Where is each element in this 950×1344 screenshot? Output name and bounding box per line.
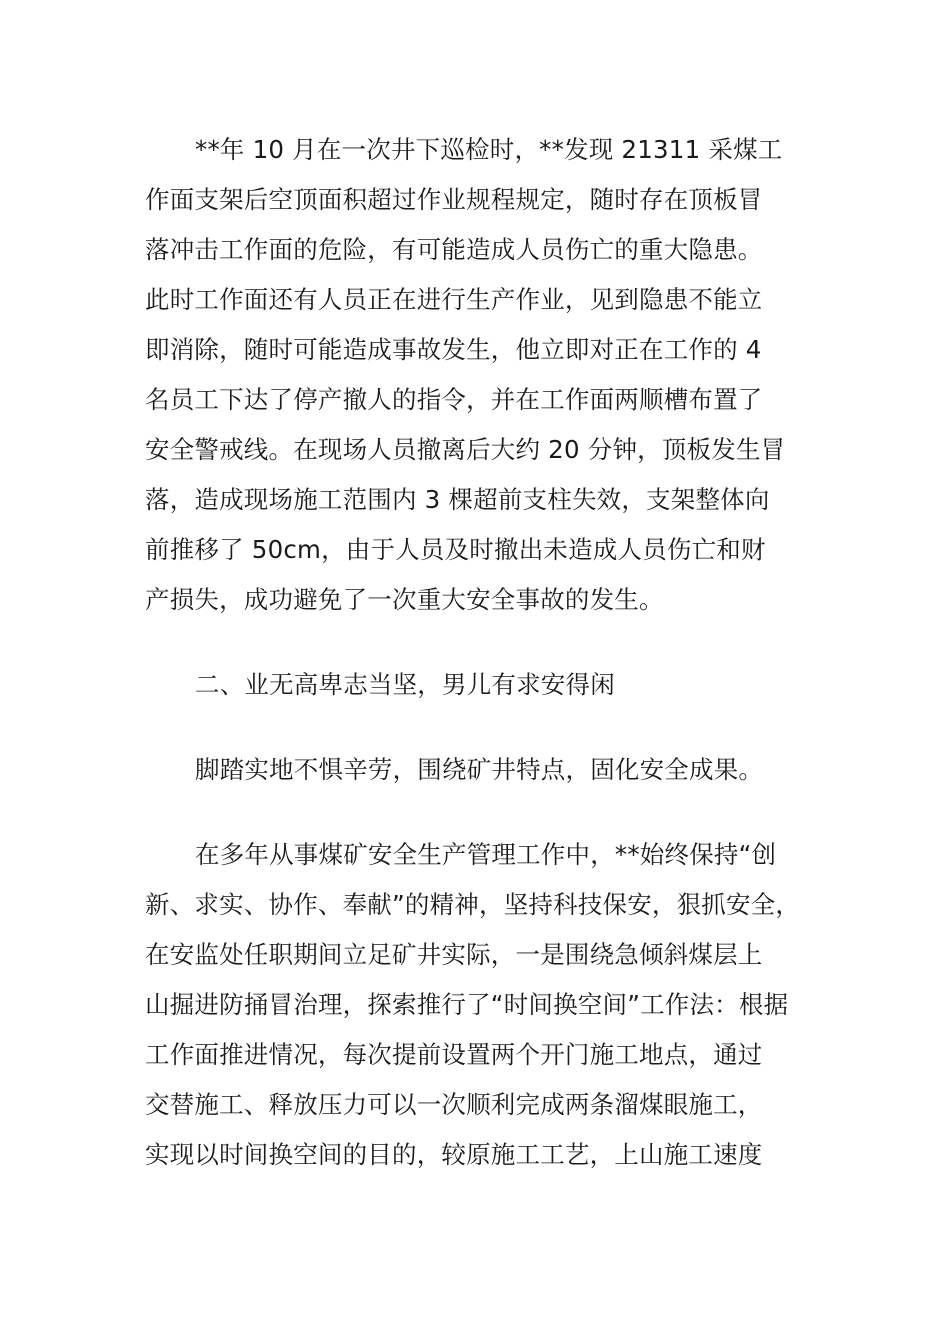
paragraph-3-line-4: 山掘进防捅冒治理，探索推行了“时间换空间”工作法：根据	[145, 990, 789, 1019]
paragraph-2: 脚踏实地不惧辛劳，围绕矿井特点，固化安全成果。	[195, 755, 764, 784]
paragraph-3-line-1: 在多年从事煤矿安全生产管理工作中，**始终保持“创	[195, 840, 777, 869]
paragraph-1-line-3: 落冲击工作面的危险，有可能造成人员伤亡的重大隐患。	[145, 235, 763, 264]
paragraph-1-line-7: 安全警戒线。在现场人员撤离后大约 20 分钟，顶板发生冒	[145, 435, 786, 464]
paragraph-3-line-2: 新、求实、协作、奉献”的精神，坚持科技保安，狠抓安全，	[145, 890, 801, 919]
paragraph-3-line-6: 交替施工、释放压力可以一次顺利完成两条溜煤眼施工，	[145, 1090, 763, 1119]
paragraph-3-line-3: 在安监处任职期间立足矿井实际，一是围绕急倾斜煤层上	[145, 940, 763, 969]
paragraph-3-line-5: 工作面推进情况，每次提前设置两个开门施工地点，通过	[145, 1040, 763, 1069]
paragraph-3-line-7: 实现以时间换空间的目的，较原施工工艺，上山施工速度	[145, 1140, 763, 1169]
paragraph-1-line-6: 名员工下达了停产撤人的指令，并在工作面两顺槽布置了	[145, 385, 763, 414]
paragraph-1-line-10: 产损失，成功避免了一次重大安全事故的发生。	[145, 585, 664, 614]
paragraph-1-line-1: **年 10 月在一次井下巡检时，**发现 21311 采煤工	[195, 135, 783, 164]
section-heading-2: 二、业无高卑志当坚，男儿有求安得闲	[195, 670, 615, 699]
paragraph-1-line-2: 作面支架后空顶面积超过作业规程规定，随时存在顶板冒	[145, 185, 763, 214]
paragraph-1-line-4: 此时工作面还有人员正在进行生产作业，见到隐患不能立	[145, 285, 763, 314]
paragraph-1-line-8: 落，造成现场施工范围内 3 棵超前支柱失效，支架整体向	[145, 485, 770, 514]
paragraph-1-line-5: 即消除，随时可能造成事故发生，他立即对正在工作的 4	[145, 335, 762, 364]
paragraph-1-line-9: 前推移了 50cm，由于人员及时撤出未造成人员伤亡和财	[145, 535, 766, 564]
